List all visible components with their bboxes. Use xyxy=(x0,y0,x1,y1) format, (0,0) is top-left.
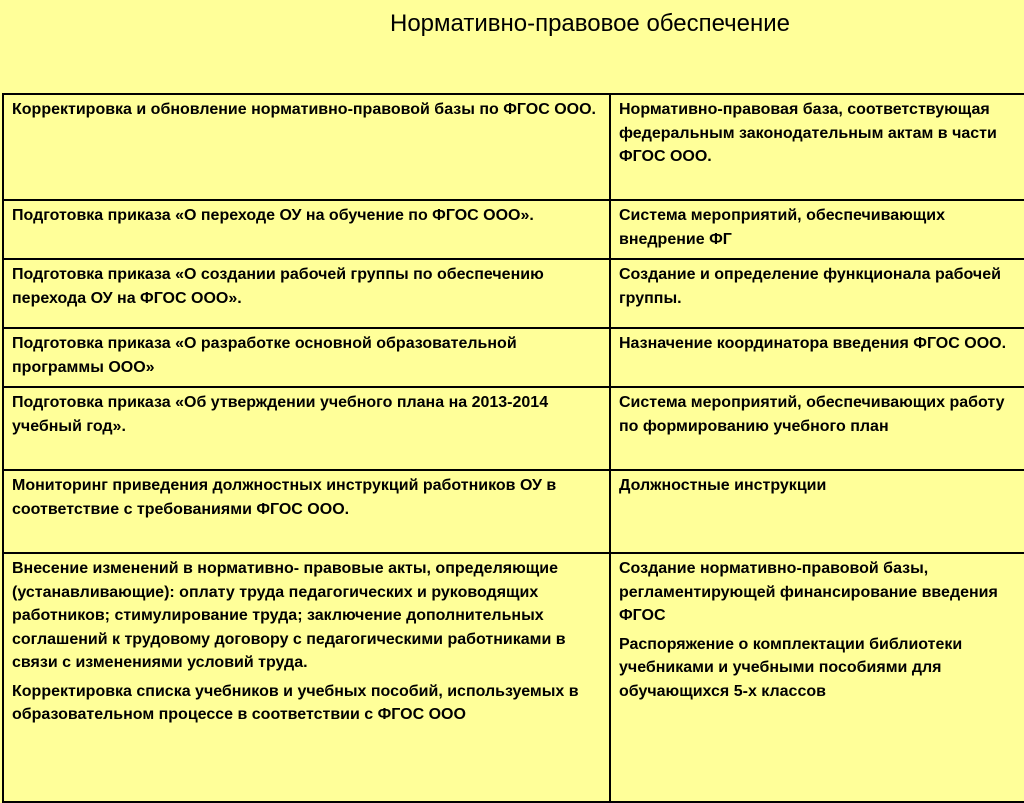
cell-text: Распоряжение о комплектации библиотеки учебниками и учебными пособиями для обучающихся 5-х классов xyxy=(619,635,963,700)
cell-text: Внесение изменений в нормативно- правовые акты, определяющие (устанавливающие): оплату труда педагогических и руководящих работников; стимулирование труда; заключение дополнительных соглашений к трудовому договору с педагогическими работниками в связи с изменениями условий труда. xyxy=(12,560,566,671)
result-cell xyxy=(610,470,1024,553)
table-row xyxy=(3,553,1024,802)
cell-text: Назначение координатора введения ФГОС ООО. xyxy=(619,335,1007,352)
result-cell xyxy=(610,553,1024,802)
cell-text: Подготовка приказа «О разработке основной образовательной программы ООО» xyxy=(12,335,517,376)
cell-text: Нормативно-правовая база, соответствующая федеральным законодательным актам в части ФГОС ООО. xyxy=(619,101,997,165)
result-cell xyxy=(610,328,1024,387)
cell-text: Корректировка и обновление нормативно-правовой базы по ФГОС ООО. xyxy=(12,101,596,118)
table-row xyxy=(3,387,1024,470)
result-cell xyxy=(610,259,1024,328)
action-cell xyxy=(3,470,610,553)
slide-title: Нормативно-правовое обеспечение xyxy=(389,10,791,37)
cell-text: Подготовка приказа «О переходе ОУ на обучение по ФГОС ООО». xyxy=(12,207,534,224)
cell-text: Система мероприятий, обеспечивающих внедрение ФГ xyxy=(619,207,946,248)
table-row xyxy=(3,94,1024,200)
regulatory-table xyxy=(2,93,1024,803)
table-row xyxy=(3,328,1024,387)
regulatory-table-container xyxy=(2,93,1024,803)
result-cell xyxy=(610,94,1024,200)
action-cell xyxy=(3,200,610,259)
result-cell xyxy=(610,200,1024,259)
table-row xyxy=(3,259,1024,328)
action-cell xyxy=(3,259,610,328)
cell-text: Корректировка списка учебников и учебных пособий, используемых в образовательном процессе в соответствии с ФГОС ООО xyxy=(12,682,579,723)
result-cell xyxy=(610,387,1024,470)
action-cell xyxy=(3,328,610,387)
cell-text: Создание и определение функционала рабочей группы. xyxy=(619,266,1001,307)
cell-text: Создание нормативно-правовой базы, регламентирующей финансирование введения ФГОС xyxy=(619,560,998,624)
action-cell xyxy=(3,387,610,470)
cell-text: Подготовка приказа «Об утверждении учебного плана на 2013-2014 учебный год». xyxy=(12,394,549,435)
table-row xyxy=(3,470,1024,553)
cell-text: Должностные инструкции xyxy=(619,477,827,494)
action-cell xyxy=(3,94,610,200)
table-row xyxy=(3,200,1024,259)
cell-text: Подготовка приказа «О создании рабочей группы по обеспечению перехода ОУ на ФГОС ООО». xyxy=(12,266,544,307)
action-cell xyxy=(3,553,610,802)
cell-text: Система мероприятий, обеспечивающих работу по формированию учебного план xyxy=(619,394,1005,435)
cell-text: Мониторинг приведения должностных инструкций работников ОУ в соответствие с требованиями ФГОС ООО. xyxy=(12,477,557,518)
